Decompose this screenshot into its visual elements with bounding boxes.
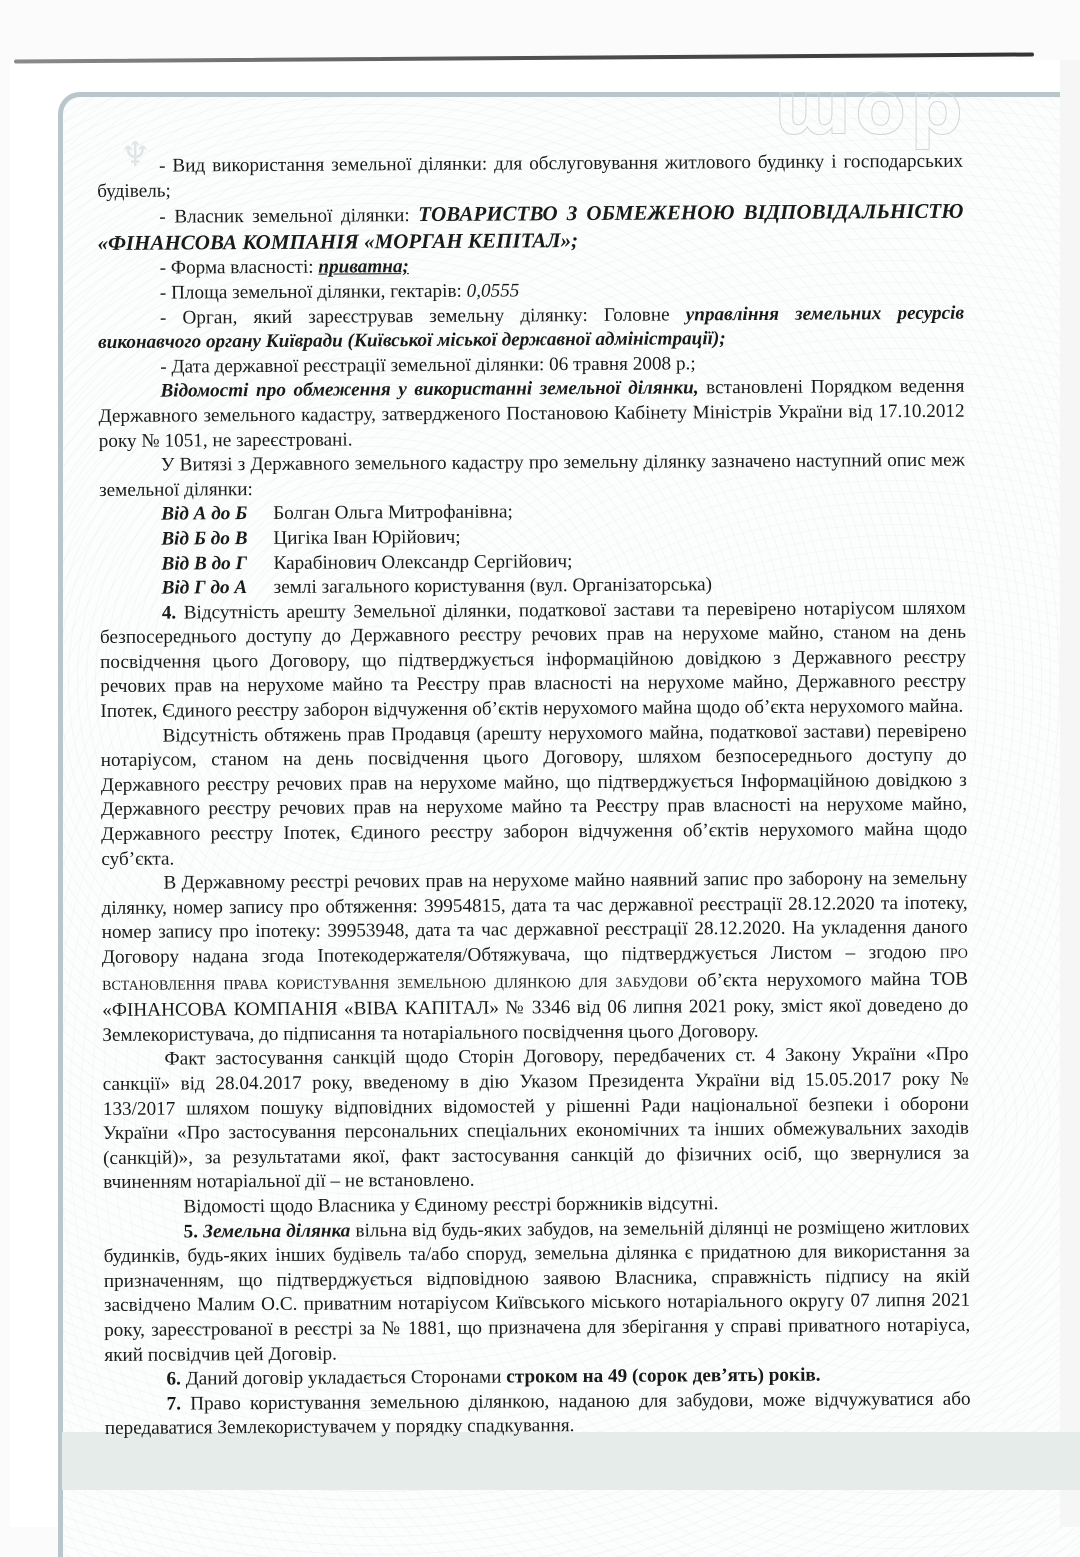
registration-date-line: - Дата державної реєстрації земельної ділянки: 06 травня 2008 р.; [160,353,696,378]
section-7: 7. Право користування земельною ділянкою, наданою для забудови, може відчужуватися або передаватися Землекористувачем у порядку спадкування. [104,1388,971,1440]
owner-line: - Власник земельної ділянки: ТОВАРИСТВО З ОБМЕЖЕНОЮ ВІДПОВІДАЛЬНІСТЮ «ФІНАНСОВА КОМПАНІЯ «МОРГАН КЕПІТАЛ»; [97,198,964,255]
boundary-row: Від Г до А землі загального користування (вул. Організаторська) [161,574,713,599]
scan-margin [1060,60,1080,1527]
registrar-value: управління земельних ресурсів виконавчого органу Київради (Київської міської державної адміністрації); [98,302,965,354]
ownership-line: - Форма власності: приватна; [159,256,409,279]
owner-name: ТОВАРИСТВО З ОБМЕЖЕНОЮ ВІДПОВІДАЛЬНІСТЮ «ФІНАНСОВА КОМПАНІЯ «МОРГАН КЕПІТАЛ»; [97,198,964,255]
ownership-value: приватна; [318,256,409,279]
trident-emblem-icon: ♆ [120,137,151,174]
encumbrance-paragraph: Відсутність обтяжень прав Продавця (арешту нерухомого майна, податкової застави) перевірено нотаріусом, станом на день посвідчення цього Договору, шляхом безпосереднього доступу до Державного реєстру речових прав на нерухоме майно, що підтверджується Інформаційною довідкою з Державного реєстру речових прав на нерухоме майно та Реєстру прав власності на нерухоме майно, Державного реєстру Іпотек, Єдиного реєстру заборон відчуження об’єктів нерухомого майна щодо суб’єкта. [100,720,968,870]
registrar-line: - Орган, який зареєстрував земельну ділянку: Головне управління земельних ресурсів виконавчого органу Київради (Київської міської державної адміністрації); [98,302,965,354]
boundary-row: Від А до Б Болган Ольга Митрофанівна; [161,501,513,525]
sanctions-paragraph: Факт застосування санкцій щодо Сторін Договору, передбачених ст. 4 Закону України «Про санкції» від 28.04.2017 року, введеному в дію Указом Президента України від 15.05.2017 року № 133/2017 шляхом пошуку відповідних відомостей у рішенні Ради національної безпеки і оборони України «Про застосування персональних спеціальних економічних та інших обмежувальних заходів (санкцій)», за результатами якої, факт застосування санкцій до фізичних осіб, що звернулися за вчиненням нотаріальної дії – не встановлено. [102,1044,970,1194]
section-4: 4. Відсутність арешту Земельної ділянки, податкової застави та перевірено нотаріусом шляхом безпосереднього доступу до Державного реєстру речових прав на нерухоме майно, станом на день посвідчення цього Договору, що підтверджується інформаційною довідкою з Державного реєстру речових прав на нерухоме майно та Реєстру прав власності на нерухоме майно, Державного реєстру Іпотек, Єдиного реєстру заборон відчуження об’єктів нерухомого майна щодо об’єкта нерухомого майна. [99,597,967,723]
area-value: 0,0555 [466,280,520,302]
extract-intro: У Витязі з Державного земельного кадастру про земельну ділянку зазначено наступний опис меж земельної ділянки: [98,449,965,501]
registry-paragraph: В Державному реєстрі речових прав на нерухоме майно наявний запис про заборону на земельну ділянку, номер запису про обтяження: 39954815, дата та час державної реєстрації 28.12.2020 та іпотеку, номер запису про іпотеку: 39953948, дата та час державної реєстрації 28.12.2020. На укладення даного Договору надана згода Іпотекодержателя/Обтяжувача, що підтверджується Листом – згодою ПРО ВСТАНОВЛЕННЯ ПРАВА КОРИСТУВАННЯ ЗЕМЕЛЬНОЮ ДІЛЯНКОЮ ДЛЯ ЗАБУДОВИ об’єкта нерухомого майна ТОВ «ФІНАНСОВА КОМПАНІЯ «ВІВА КАПІТАЛ» № 3346 від 06 липня 2021 року, зміст якої доведено до Землекористувача, до підписання та нотаріального посвідчення цього Договору. [101,867,969,1046]
area-line: - Площа земельної ділянки, гектарів: 0,0555 [159,280,520,304]
document-body [97,150,971,1442]
boundary-row: Від В до Г Карабінович Олександр Сергійович; [161,550,573,575]
section-6: 6. Даний договір укладається Сторонами строком на 49 (сорок дев’ять) років. [166,1364,821,1390]
restrictions-paragraph: Відомості про обмеження у використанні земельної ділянки, встановлені Порядком ведення Державного земельного кадастру, затвердженого Постановою Кабінету Міністрів України від 17.10.2012 року № 1051, не зареєстровані. [98,376,965,452]
section-5: 5. Земельна ділянка вільна від будь-яких забудов, на земельній ділянці не розміщено житлових будинків, будь-яких інших будівель та/або споруд, земельна ділянка є придатною для використання за призначенням, що підтверджується відповідною заявою Власника, справжність підпису на якій засвідчено Малим О.С. приватним нотаріусом Київського міського нотаріального округу 07 липня 2021 року, зареєстрованої в реєстрі за № 1881, що призначена для зберігання у справі приватного нотаріуса, який посвідчив цей Договір. [103,1216,971,1366]
debtors-paragraph: Відомості щодо Власника у Єдиному реєстрі боржників відсутні. [183,1193,719,1218]
boundary-row: Від Б до В Цигіка Іван Юрійович; [161,526,461,550]
watermark: dom [770,75,963,161]
use-type-line: - Вид використання земельної ділянки: для обслуговування житлового будинку і господарських будівель; [97,150,964,202]
